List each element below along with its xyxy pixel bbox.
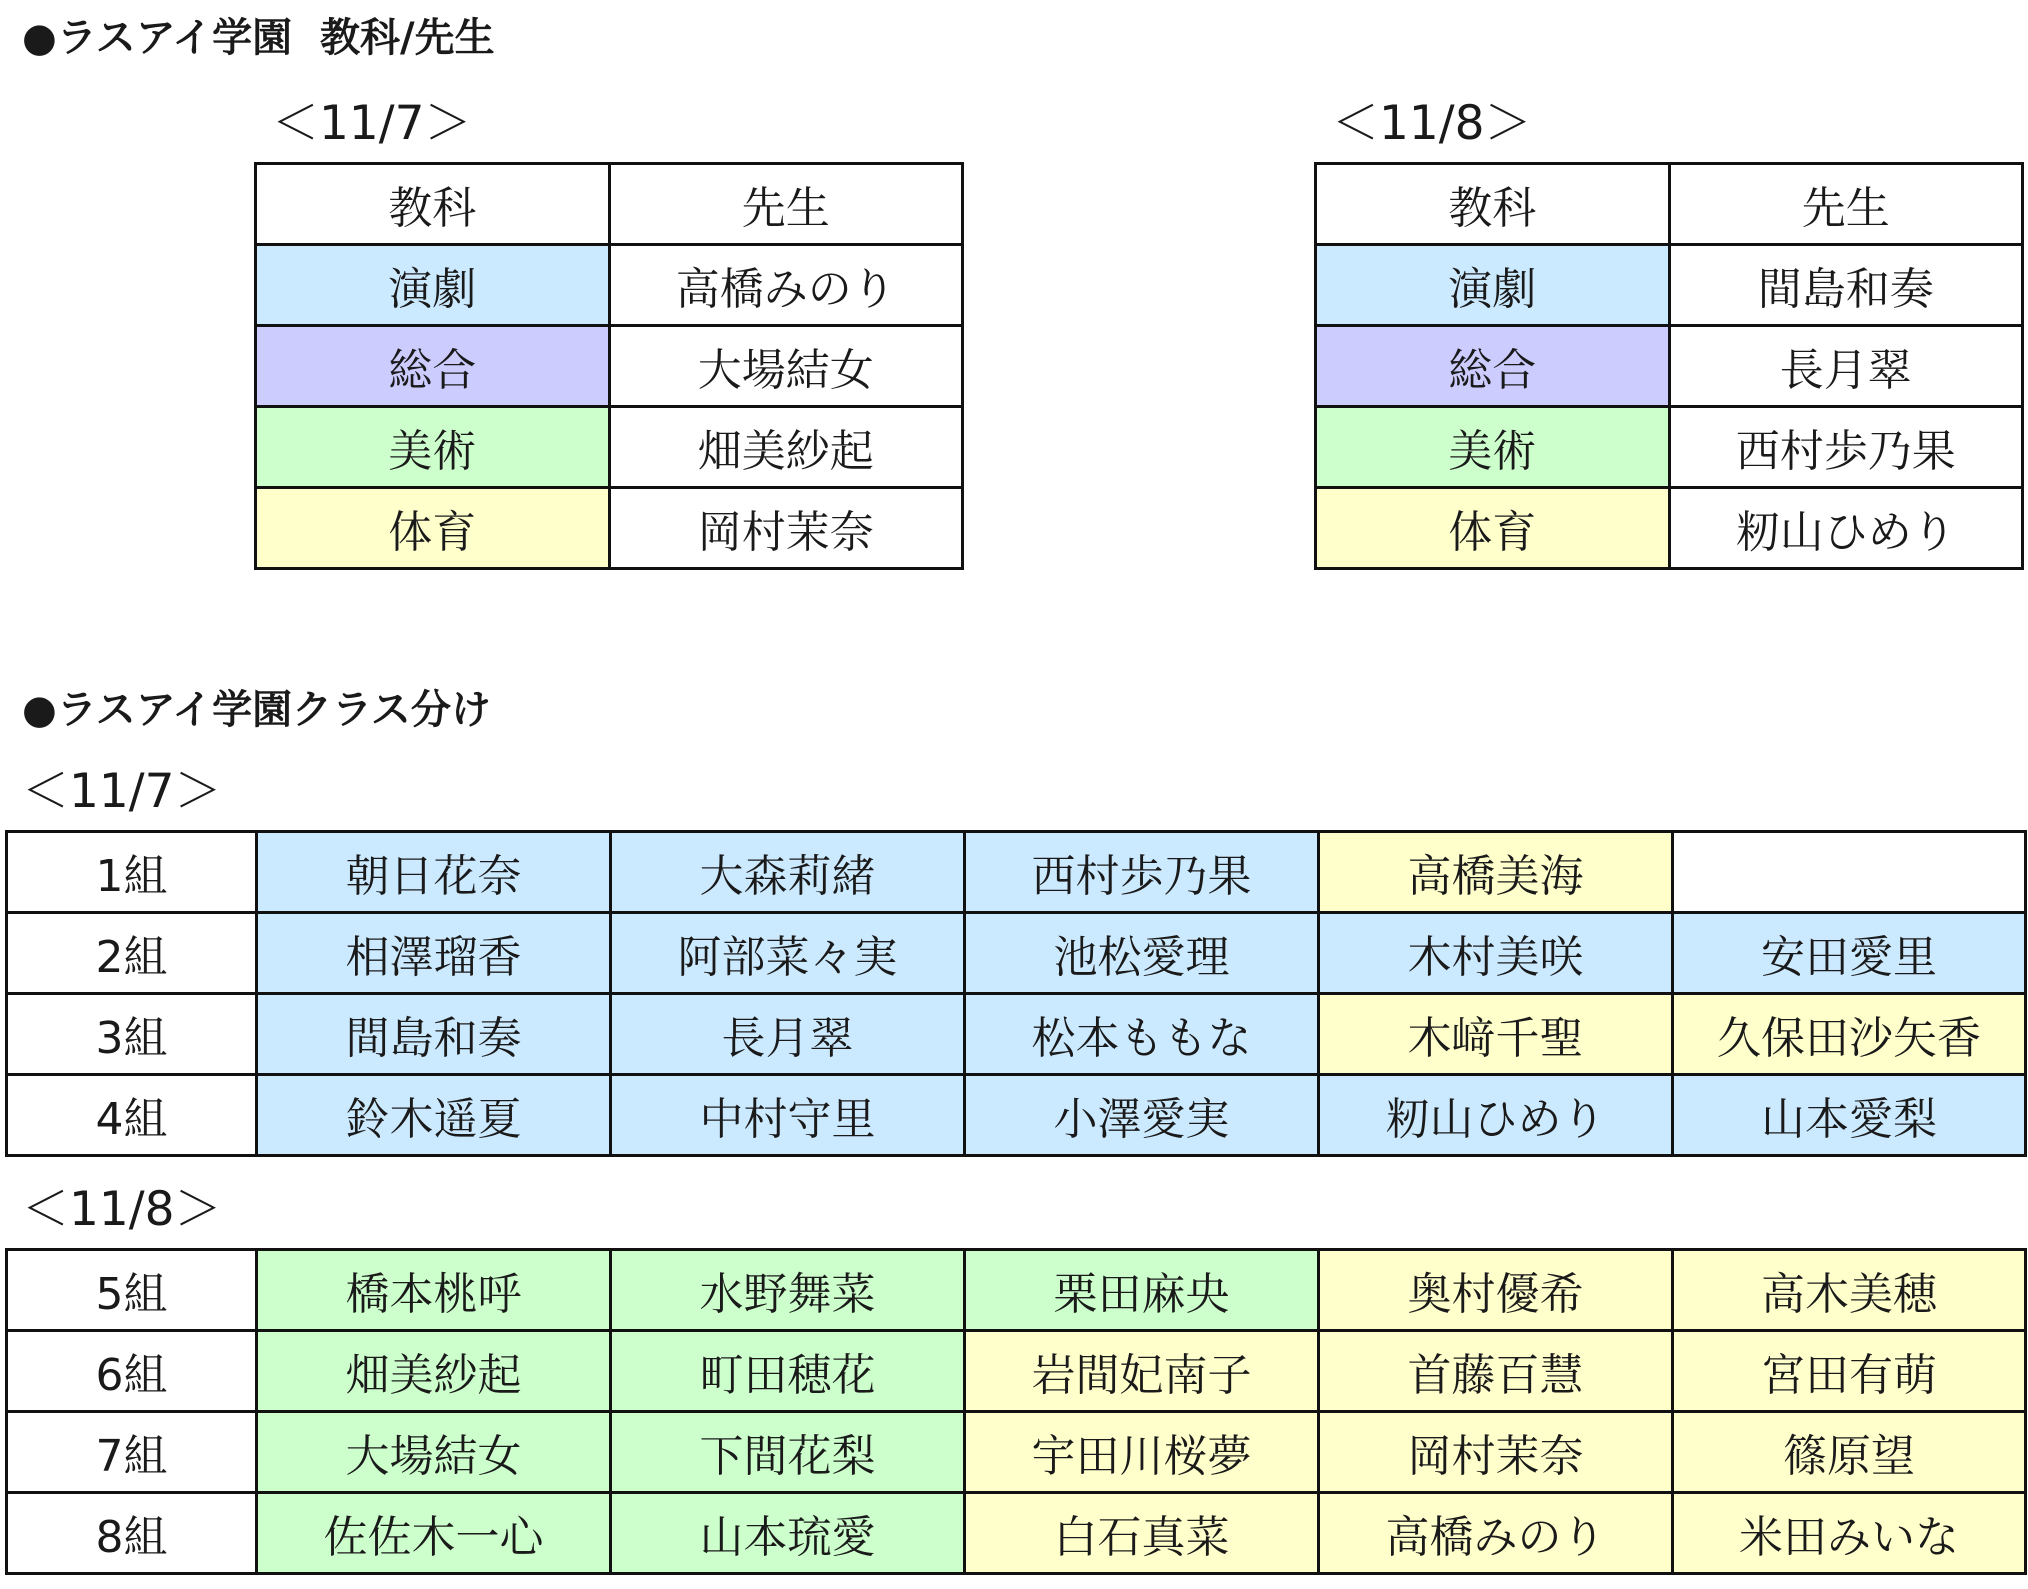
subject-cell: 演劇 [1316, 245, 1670, 326]
member-cell: 中村守里 [611, 1075, 965, 1156]
member-cell: 奥村優希 [1319, 1250, 1673, 1331]
class-assignment-table [5, 830, 2027, 1157]
class-name-cell: 4組 [7, 1075, 257, 1156]
class-name-cell: 1組 [7, 832, 257, 913]
member-cell: 白石真菜 [965, 1493, 1319, 1574]
subject-cell: 体育 [256, 488, 610, 569]
member-cell: 久保田沙矢香 [1673, 994, 2026, 1075]
table-header-row [256, 164, 963, 245]
member-cell: 山本琉愛 [611, 1493, 965, 1574]
header-teacher: 先生 [609, 164, 963, 245]
member-cell: 橋本桃呼 [257, 1250, 611, 1331]
class-assignment-table [5, 1248, 2027, 1575]
member-cell: 相澤瑠香 [257, 913, 611, 994]
member-cell: 町田穂花 [611, 1331, 965, 1412]
table-row [256, 407, 963, 488]
member-cell: 木村美咲 [1319, 913, 1673, 994]
teacher-cell: 岡村茉奈 [609, 488, 963, 569]
member-cell: 大森莉緒 [611, 832, 965, 913]
member-cell: 宇田川桜夢 [965, 1412, 1319, 1493]
teacher-cell: 間島和奏 [1669, 245, 2023, 326]
member-cell: 鈴木遥夏 [257, 1075, 611, 1156]
subject-teacher-table [254, 162, 964, 570]
teacher-cell: 西村歩乃果 [1669, 407, 2023, 488]
header-subject: 教科 [256, 164, 610, 245]
table-row [7, 1412, 2026, 1493]
teacher-cell: 大場結女 [609, 326, 963, 407]
teacher-cell: 長月翠 [1669, 326, 2023, 407]
subjects-heading: ●ラスアイ学園 教科/先生 [22, 15, 495, 61]
member-cell: 長月翠 [611, 994, 965, 1075]
class-name-cell: 2組 [7, 913, 257, 994]
subject-cell: 演劇 [256, 245, 610, 326]
member-cell: 安田愛里 [1673, 913, 2026, 994]
table-row [7, 1331, 2026, 1412]
header-subject: 教科 [1316, 164, 1670, 245]
table-row [7, 1493, 2026, 1574]
member-cell: 間島和奏 [257, 994, 611, 1075]
member-cell: 高橋美海 [1319, 832, 1673, 913]
table-row [1316, 488, 2023, 569]
table-row [7, 1075, 2026, 1156]
member-cell [1673, 832, 2026, 913]
member-cell: 大場結女 [257, 1412, 611, 1493]
member-cell: 高木美穂 [1673, 1250, 2026, 1331]
header-teacher: 先生 [1669, 164, 2023, 245]
member-cell: 下間花梨 [611, 1412, 965, 1493]
member-cell: 岩間妃南子 [965, 1331, 1319, 1412]
member-cell: 宮田有萌 [1673, 1331, 2026, 1412]
member-cell: 朝日花奈 [257, 832, 611, 913]
table-row [7, 913, 2026, 994]
class-name-cell: 6組 [7, 1331, 257, 1412]
table-row [1316, 245, 2023, 326]
member-cell: 高橋みのり [1319, 1493, 1673, 1574]
subject-table-date: ＜11/7＞ [272, 96, 472, 151]
class-name-cell: 5組 [7, 1250, 257, 1331]
table-row [256, 488, 963, 569]
teacher-cell: 籾山ひめり [1669, 488, 2023, 569]
member-cell: 山本愛梨 [1673, 1075, 2026, 1156]
subject-cell: 総合 [1316, 326, 1670, 407]
class-name-cell: 7組 [7, 1412, 257, 1493]
member-cell: 岡村茉奈 [1319, 1412, 1673, 1493]
member-cell: 小澤愛実 [965, 1075, 1319, 1156]
member-cell: 首藤百慧 [1319, 1331, 1673, 1412]
table-header-row [1316, 164, 2023, 245]
member-cell: 水野舞菜 [611, 1250, 965, 1331]
member-cell: 栗田麻央 [965, 1250, 1319, 1331]
subject-cell: 美術 [256, 407, 610, 488]
table-row [7, 832, 2026, 913]
class-name-cell: 8組 [7, 1493, 257, 1574]
subject-cell: 体育 [1316, 488, 1670, 569]
teacher-cell: 畑美紗起 [609, 407, 963, 488]
table-row [7, 994, 2026, 1075]
member-cell: 篠原望 [1673, 1412, 2026, 1493]
member-cell: 畑美紗起 [257, 1331, 611, 1412]
table-row [7, 1250, 2026, 1331]
member-cell: 池松愛理 [965, 913, 1319, 994]
table-row [256, 326, 963, 407]
table-row [1316, 326, 2023, 407]
member-cell: 松本ももな [965, 994, 1319, 1075]
subject-cell: 総合 [256, 326, 610, 407]
member-cell: 佐佐木一心 [257, 1493, 611, 1574]
member-cell: 木﨑千聖 [1319, 994, 1673, 1075]
subject-teacher-table [1314, 162, 2024, 570]
member-cell: 籾山ひめり [1319, 1075, 1673, 1156]
class-table-date: ＜11/8＞ [22, 1182, 222, 1237]
subject-table-date: ＜11/8＞ [1332, 96, 1532, 151]
member-cell: 西村歩乃果 [965, 832, 1319, 913]
member-cell: 米田みいな [1673, 1493, 2026, 1574]
table-row [256, 245, 963, 326]
class-name-cell: 3組 [7, 994, 257, 1075]
subject-cell: 美術 [1316, 407, 1670, 488]
class-table-date: ＜11/7＞ [22, 764, 222, 819]
member-cell: 阿部菜々実 [611, 913, 965, 994]
teacher-cell: 高橋みのり [609, 245, 963, 326]
classes-heading: ●ラスアイ学園クラス分け [22, 687, 491, 733]
table-row [1316, 407, 2023, 488]
